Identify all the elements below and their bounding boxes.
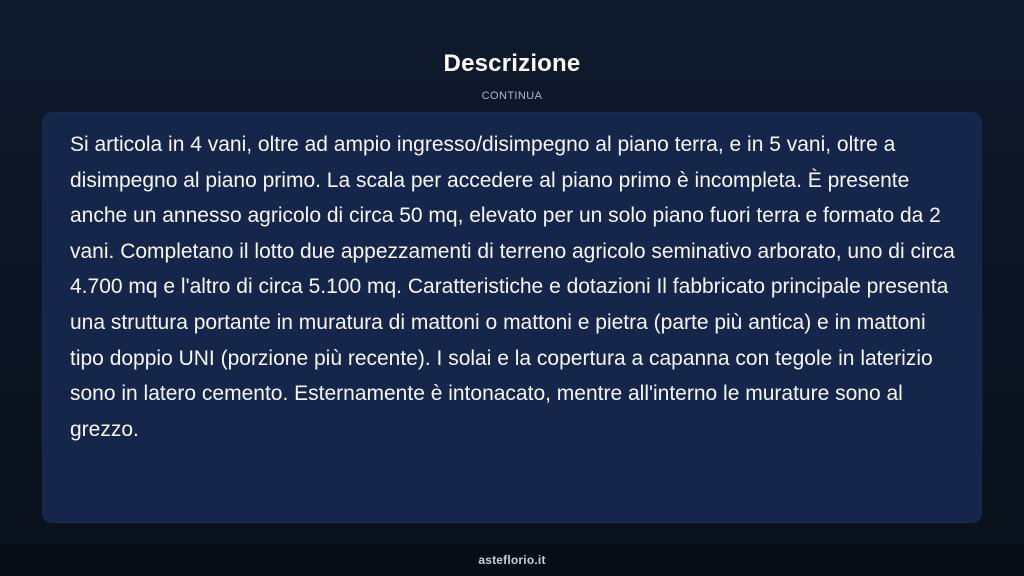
page-title: Descrizione bbox=[443, 50, 581, 77]
page-header bbox=[0, 0, 1024, 112]
page-subtitle: CONTINUA bbox=[481, 90, 543, 102]
description-card bbox=[42, 112, 982, 523]
footer-brand: asteflorio.it bbox=[478, 553, 546, 567]
footer-bar bbox=[0, 544, 1024, 576]
description-text: Si articola in 4 vani, oltre ad ampio ingresso/disimpegno al piano terra, e in 5 vani, oltre a disimpegno al piano primo. La scala per accedere al piano primo è incompleta. È presente anche un annesso agricolo di circa 50 mq, elevato per un solo piano fuori terra e formato da 2 vani. Completano il lotto due appezzamenti di terreno agricolo seminativo arborato, uno di circa 4.700 mq e l'altro di circa 5.100 mq. Caratteristiche e dotazioni Il fabbricato principale presenta una struttura portante in muratura di mattoni o mattoni e pietra (parte più antica) e in mattoni tipo doppio UNI (porzione più recente). I solai e la copertura a capanna con tegole in laterizio sono in latero cemento. Esternamente è intonacato, mentre all'interno le murature sono al grezzo. bbox=[70, 133, 955, 441]
